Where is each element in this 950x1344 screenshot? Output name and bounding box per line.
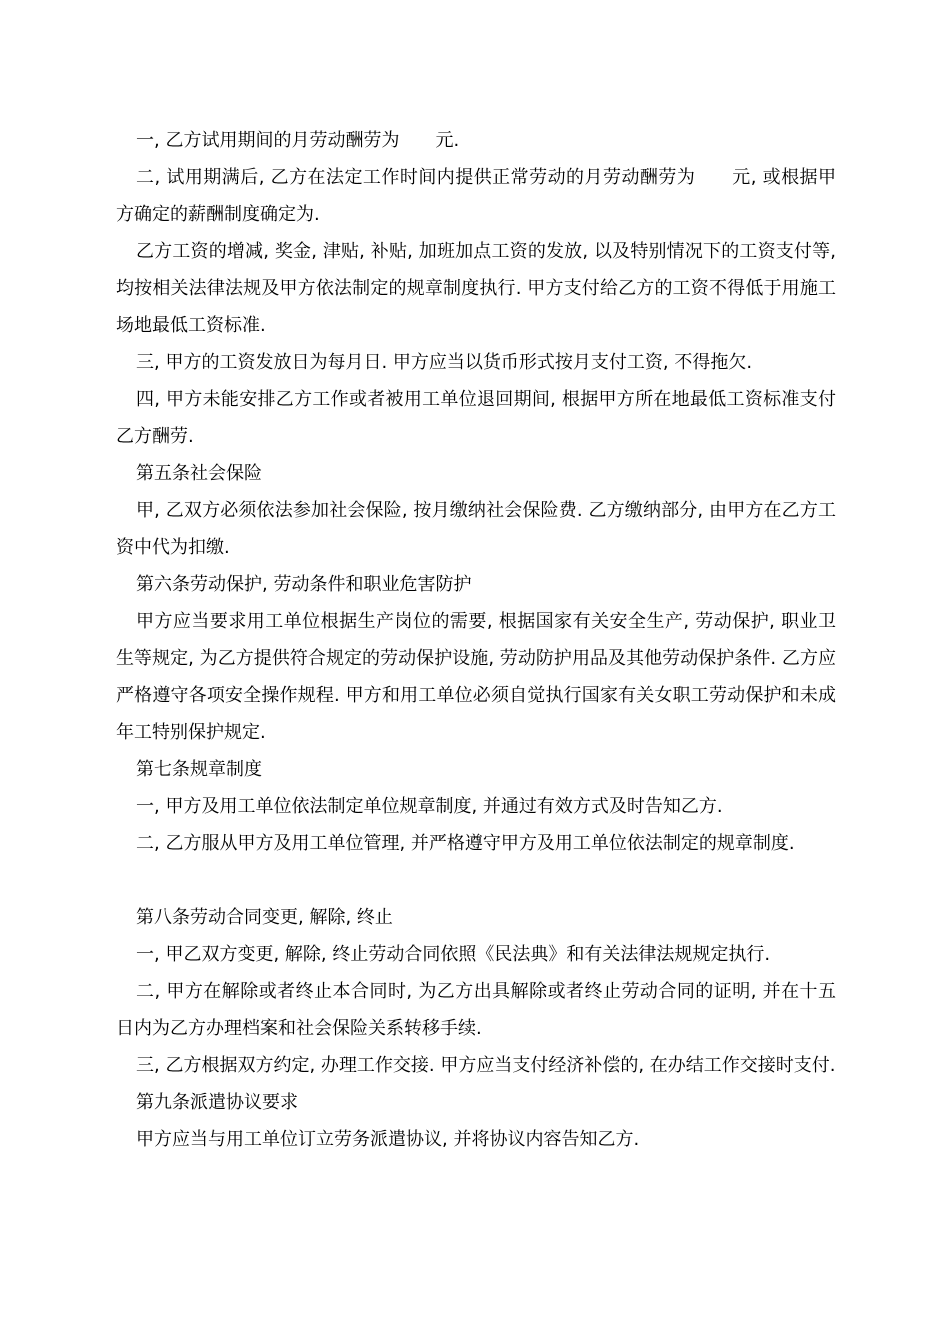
heading-article-9: 第九条派遣协议要求 — [136, 1092, 298, 1113]
paragraph-dispatch-agreement: 甲方应当与用工单位订立劳务派遣协议, 并将协议内容告知乙方. — [136, 1129, 640, 1150]
paragraph-rules-compliance: 二, 乙方服从甲方及用工单位管理, 并严格遵守甲方及用工单位依法制定的规章制度. — [136, 833, 795, 854]
document-body — [116, 122, 836, 1158]
heading-article-6: 第六条劳动保护, 劳动条件和职业危害防护 — [136, 574, 472, 595]
heading-article-7: 第七条规章制度 — [136, 759, 262, 780]
heading-article-5: 第五条社会保险 — [136, 463, 262, 484]
paragraph-termination-certificate: 二, 甲方在解除或者终止本合同时, 为乙方出具解除或者终止劳动合同的证明, 并在十五日内为乙方办理档案和社会保险关系转移手续. — [116, 981, 836, 1039]
paragraph-salary-adjustments: 乙方工资的增减, 奖金, 津贴, 补贴, 加班加点工资的发放, 以及特别情况下的工资支付等, 均按相关法律法规及甲方依法制定的规章制度执行. 甲方支付给乙方的工资不得低于用施工场地最低工资标准. — [116, 241, 836, 336]
paragraph-social-insurance: 甲, 乙双方必须依法参加社会保险, 按月缴纳社会保险费. 乙方缴纳部分, 由甲方在乙方工资中代为扣缴. — [116, 500, 836, 558]
paragraph-payday: 三, 甲方的工资发放日为每月日. 甲方应当以货币形式按月支付工资, 不得拖欠. — [136, 352, 753, 373]
paragraph-rules-notice: 一, 甲方及用工单位依法制定单位规章制度, 并通过有效方式及时告知乙方. — [136, 796, 723, 817]
paragraph-monthly-salary: 二, 试用期满后, 乙方在法定工作时间内提供正常劳动的月劳动酬劳为 元, 或根据甲方确定的薪酬制度确定为. — [116, 167, 836, 225]
paragraph-labor-protection: 甲方应当要求用工单位根据生产岗位的需要, 根据国家有关安全生产, 劳动保护, 职业卫生等规定, 为乙方提供符合规定的劳动保护设施, 劳动防护用品及其他劳动保护条件. 乙方应严格遵守各项安全操作规程. 甲方和用工单位必须自觉执行国家有关女职工劳动保护和未成年工特别保护规定. — [116, 611, 836, 743]
paragraph-trial-salary: 一, 乙方试用期间的月劳动酬劳为 元. — [136, 130, 460, 151]
paragraph-contract-change: 一, 甲乙双方变更, 解除, 终止劳动合同依照《民法典》和有关法律法规规定执行. — [136, 944, 771, 965]
paragraph-work-handover: 三, 乙方根据双方约定, 办理工作交接. 甲方应当支付经济补偿的, 在办结工作交接时支付. — [136, 1055, 836, 1076]
paragraph-idle-pay: 四, 甲方未能安排乙方工作或者被用工单位退回期间, 根据甲方所在地最低工资标准支付乙方酬劳. — [116, 389, 836, 447]
heading-article-8: 第八条劳动合同变更, 解除, 终止 — [136, 907, 393, 928]
